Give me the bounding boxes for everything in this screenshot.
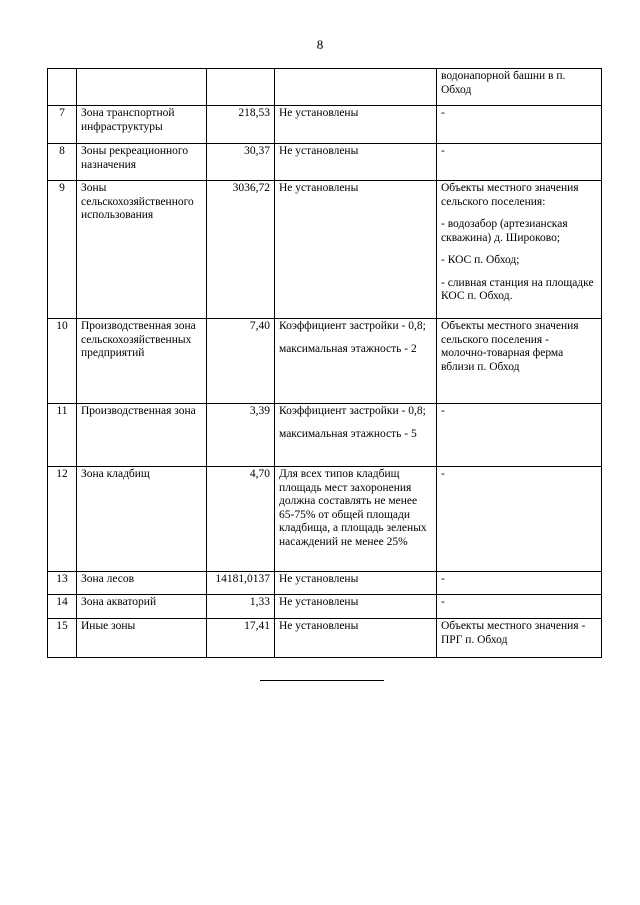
page-number: 8 [316,37,324,52]
zones-table [47,68,602,658]
parameter-text: Не установлены [279,596,359,608]
object-text: - [441,573,445,585]
zone-parameters-cell [275,144,437,181]
object-text: - [441,468,445,480]
table-row [48,181,602,319]
local-objects-cell [437,106,602,144]
parameter-text: Для всех типов кладбищ площадь мест захоронения должна составлять не менее 65-75% от общей площади кладбища, а площадь зеленых насаждений не менее 25% [279,468,427,548]
zone-parameters-cell [275,572,437,595]
zones-table-body [48,69,602,658]
zone-area-cell: 3036,72 [207,181,275,319]
row-number-cell: 11 [48,404,77,467]
zone-name-cell: Зоны рекреационного назначения [77,144,207,181]
row-number-cell: 15 [48,619,77,658]
zone-area-cell: 7,40 [207,319,275,404]
object-text: - сливная станция на площадке КОС п. Обход. [441,276,594,302]
parameter-text: Не установлены [279,620,359,632]
zone-area-cell: 14181,0137 [207,572,275,595]
row-number-cell: 14 [48,595,77,619]
parameter-text: Не установлены [279,145,359,157]
object-text: - [441,107,445,119]
local-objects-cell [437,572,602,595]
table-row [48,572,602,595]
zone-name-cell [77,69,207,106]
object-text: Объекты местного значения сельского поселения: [441,182,579,208]
table-row [48,69,602,106]
table-row [48,595,602,619]
row-number-cell: 13 [48,572,77,595]
zone-area-cell [207,69,275,106]
row-number-cell: 7 [48,106,77,144]
object-text: водонапорной башни в п. Обход [441,70,566,96]
local-objects-cell [437,619,602,658]
parameter-text: Коэффициент застройки - 0,8; [279,405,426,417]
zone-name-cell: Зона лесов [77,572,207,595]
object-text: - [441,596,445,608]
row-number-cell [48,69,77,106]
table-row [48,319,602,404]
zone-parameters-cell [275,467,437,572]
zone-name-cell: Зона транспортной инфраструктуры [77,106,207,144]
zone-area-cell: 218,53 [207,106,275,144]
parameter-text: Не установлены [279,182,359,194]
zone-area-cell: 4,70 [207,467,275,572]
zone-area-cell: 17,41 [207,619,275,658]
parameter-text: Не установлены [279,107,359,119]
zone-name-cell: Иные зоны [77,619,207,658]
zone-parameters-cell [275,619,437,658]
separator-line [260,680,384,681]
zone-parameters-cell [275,181,437,319]
local-objects-cell [437,69,602,106]
table-row [48,467,602,572]
object-text: - [441,145,445,157]
local-objects-cell [437,319,602,404]
zone-parameters-cell [275,319,437,404]
row-number-cell: 9 [48,181,77,319]
zone-parameters-cell [275,404,437,467]
local-objects-cell [437,467,602,572]
parameter-text: максимальная этажность - 2 [279,342,417,355]
zone-name-cell: Зона кладбищ [77,467,207,572]
local-objects-cell [437,404,602,467]
local-objects-cell [437,144,602,181]
parameter-text: максимальная этажность - 5 [279,427,417,440]
zone-name-cell: Зоны сельскохозяйственного использования [77,181,207,319]
row-number-cell: 10 [48,319,77,404]
table-row [48,404,602,467]
table-row [48,619,602,658]
object-text: Объекты местного значения сельского поселения - молочно-товарная ферма вблизи п. Обход [441,320,579,373]
object-text: - [441,405,445,417]
zone-area-cell: 1,33 [207,595,275,619]
object-text: Объекты местного значения - ПРГ п. Обход [441,620,586,646]
parameter-text: Не установлены [279,573,359,585]
row-number-cell: 8 [48,144,77,181]
object-text: - водозабор (артезианская скважина) д. Широково; [441,218,568,244]
row-number-cell: 12 [48,467,77,572]
zone-parameters-cell [275,106,437,144]
table-row [48,144,602,181]
zone-name-cell: Производственная зона сельскохозяйственных предприятий [77,319,207,404]
table-row [48,106,602,144]
zone-name-cell: Зона акваторий [77,595,207,619]
zone-area-cell: 30,37 [207,144,275,181]
local-objects-cell [437,181,602,319]
local-objects-cell [437,595,602,619]
object-text: - КОС п. Обход; [441,254,520,266]
zone-name-cell: Производственная зона [77,404,207,467]
zone-parameters-cell [275,69,437,106]
zone-area-cell: 3,39 [207,404,275,467]
zone-parameters-cell [275,595,437,619]
parameter-text: Коэффициент застройки - 0,8; [279,320,426,332]
